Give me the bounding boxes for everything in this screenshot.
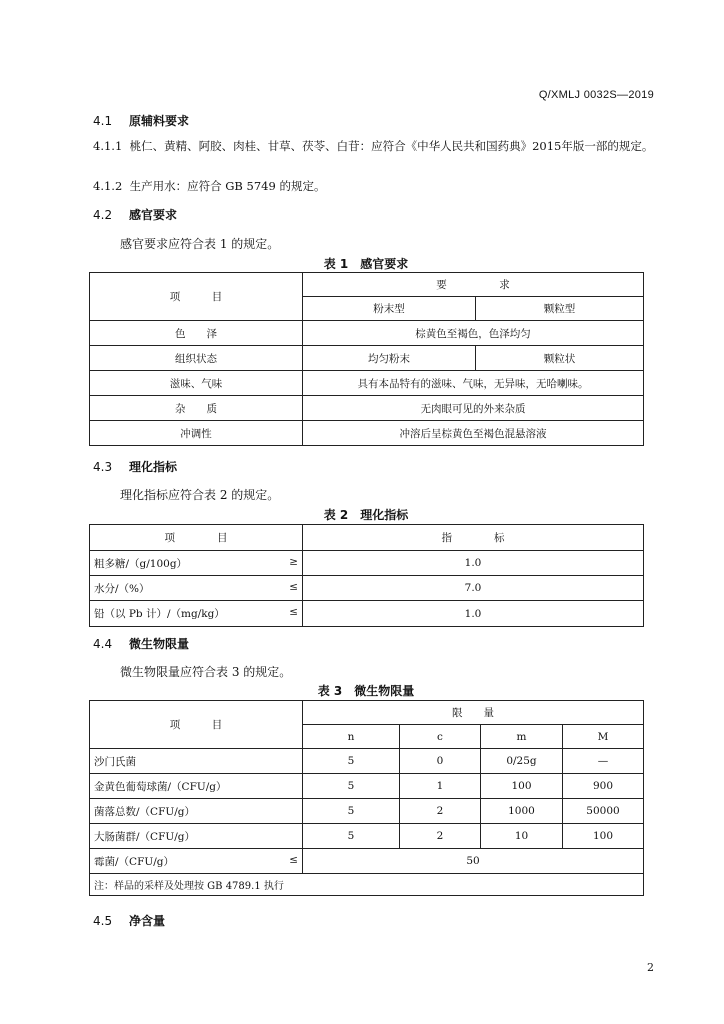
row-n: 5 xyxy=(303,774,400,799)
row-M: — xyxy=(563,749,644,774)
row-M: 100 xyxy=(563,824,644,849)
table2-header-item: 项 目 xyxy=(90,525,303,551)
clause-text: 生产用水：应符合 GB 5749 的规定。 xyxy=(129,179,326,193)
row-item xyxy=(90,601,303,627)
row-m: 10 xyxy=(481,824,563,849)
row-item xyxy=(90,576,303,601)
row-value: 1.0 xyxy=(303,551,644,576)
table3-header-limit: 限 量 xyxy=(303,701,644,725)
row-value: 具有本品特有的滋味、气味，无异味，无哈喇味。 xyxy=(303,371,644,396)
table-row xyxy=(90,321,644,346)
table-row xyxy=(90,601,644,627)
section-4-3-heading xyxy=(93,458,177,475)
row-item: 菌落总数/（CFU/g） xyxy=(90,799,303,824)
comparison-operator: ≤ xyxy=(289,606,298,618)
row-item: 沙门氏菌 xyxy=(90,749,303,774)
table-row xyxy=(90,774,644,799)
clause-4-1-2 xyxy=(93,177,659,195)
row-value: 1.0 xyxy=(303,601,644,627)
clause-text: 桃仁、黄精、阿胶、肉桂、甘草、茯苓、白苷：应符合《中华人民共和国药典》2015年版一部的规定。 xyxy=(129,139,654,153)
row-item: 金黄色葡萄球菌/（CFU/g） xyxy=(90,774,303,799)
row-value: 棕黄色至褐色，色泽均匀 xyxy=(303,321,644,346)
table1-caption: 表 1 感官要求 xyxy=(323,257,409,271)
row-m: 1000 xyxy=(481,799,563,824)
table-sensory xyxy=(89,272,644,446)
comparison-operator: ≤ xyxy=(289,853,298,866)
section-title: 净含量 xyxy=(129,914,166,928)
table2-caption: 表 2 理化指标 xyxy=(323,508,409,522)
table3-header-M: M xyxy=(563,725,644,749)
item-label: 霉菌/（CFU/g） xyxy=(94,855,174,868)
item-label: 铅（以 Pb 计）/（mg/kg） xyxy=(94,608,225,620)
table-row xyxy=(90,551,644,576)
section-title: 理化指标 xyxy=(129,460,178,474)
comparison-operator: ≥ xyxy=(289,555,298,568)
row-m: 0/25g xyxy=(481,749,563,774)
table1-header-item: 项 目 xyxy=(90,273,303,321)
section-number: 4.1 xyxy=(93,114,113,128)
item-label: 粗多糖/（g/100g） xyxy=(94,557,188,570)
table2-header-index: 指 标 xyxy=(303,525,644,551)
row-c: 2 xyxy=(400,799,481,824)
section-4-1-heading xyxy=(93,112,189,129)
section-4-5-heading xyxy=(93,912,165,929)
table3-note: 注：样品的采样及处理按 GB 4789.1 执行 xyxy=(90,874,644,896)
row-n: 5 xyxy=(303,824,400,849)
comparison-operator: ≤ xyxy=(289,580,298,593)
table-row xyxy=(90,421,644,446)
table-row xyxy=(90,371,644,396)
table1-header-requirement: 要 求 xyxy=(303,273,644,297)
section-title: 微生物限量 xyxy=(129,637,190,651)
table-row xyxy=(90,576,644,601)
section-number: 4.2 xyxy=(93,208,113,222)
table3-caption: 表 3 微生物限量 xyxy=(317,684,415,698)
table3-header-m: m xyxy=(481,725,563,749)
row-item: 冲调性 xyxy=(90,421,303,446)
table-row xyxy=(90,749,644,774)
row-powder: 均匀粉末 xyxy=(303,346,476,371)
row-item xyxy=(90,849,303,874)
table3-header-item: 项 目 xyxy=(90,701,303,749)
row-value: 50 xyxy=(303,849,644,874)
table-row xyxy=(90,346,644,371)
table-physicochemical xyxy=(89,524,644,627)
row-value: 7.0 xyxy=(303,576,644,601)
row-m: 100 xyxy=(481,774,563,799)
table1-header-granule: 颗粒型 xyxy=(476,297,644,321)
item-label: 水分/（%） xyxy=(94,582,150,595)
table-row xyxy=(90,799,644,824)
clause-number: 4.1.1 xyxy=(93,139,123,153)
row-item: 杂 质 xyxy=(90,396,303,421)
section-title: 感官要求 xyxy=(129,208,178,222)
table1-header-powder: 粉末型 xyxy=(303,297,476,321)
section-number: 4.5 xyxy=(93,914,113,928)
row-item: 组织状态 xyxy=(90,346,303,371)
section-4-4-heading xyxy=(93,635,189,652)
table-row xyxy=(90,396,644,421)
clause-4-1-1 xyxy=(93,137,659,155)
section-title: 原辅料要求 xyxy=(129,114,190,128)
row-value: 冲溶后呈棕黄色至褐色混悬溶液 xyxy=(303,421,644,446)
row-granule: 颗粒状 xyxy=(476,346,644,371)
section-number: 4.4 xyxy=(93,637,113,651)
section-4-4-intro: 微生物限量应符合表 3 的规定。 xyxy=(120,665,292,679)
section-4-2-heading xyxy=(93,206,177,223)
section-4-2-intro: 感官要求应符合表 1 的规定。 xyxy=(120,237,280,251)
row-item: 色 泽 xyxy=(90,321,303,346)
section-4-3-intro: 理化指标应符合表 2 的规定。 xyxy=(120,488,280,502)
row-n: 5 xyxy=(303,749,400,774)
standard-code: Q/XMLJ 0032S—2019 xyxy=(538,89,654,101)
table3-header-n: n xyxy=(303,725,400,749)
row-item: 滋味、气味 xyxy=(90,371,303,396)
clause-number: 4.1.2 xyxy=(93,179,123,193)
row-c: 1 xyxy=(400,774,481,799)
table-microbial xyxy=(89,700,644,896)
row-n: 5 xyxy=(303,799,400,824)
table3-header-c: c xyxy=(400,725,481,749)
row-c: 0 xyxy=(400,749,481,774)
section-number: 4.3 xyxy=(93,460,113,474)
table-row xyxy=(90,849,644,874)
row-value: 无肉眼可见的外来杂质 xyxy=(303,396,644,421)
row-M: 50000 xyxy=(563,799,644,824)
page-number: 2 xyxy=(647,961,654,974)
row-item: 大肠菌群/（CFU/g） xyxy=(90,824,303,849)
row-c: 2 xyxy=(400,824,481,849)
row-item xyxy=(90,551,303,576)
table-row xyxy=(90,824,644,849)
row-M: 900 xyxy=(563,774,644,799)
